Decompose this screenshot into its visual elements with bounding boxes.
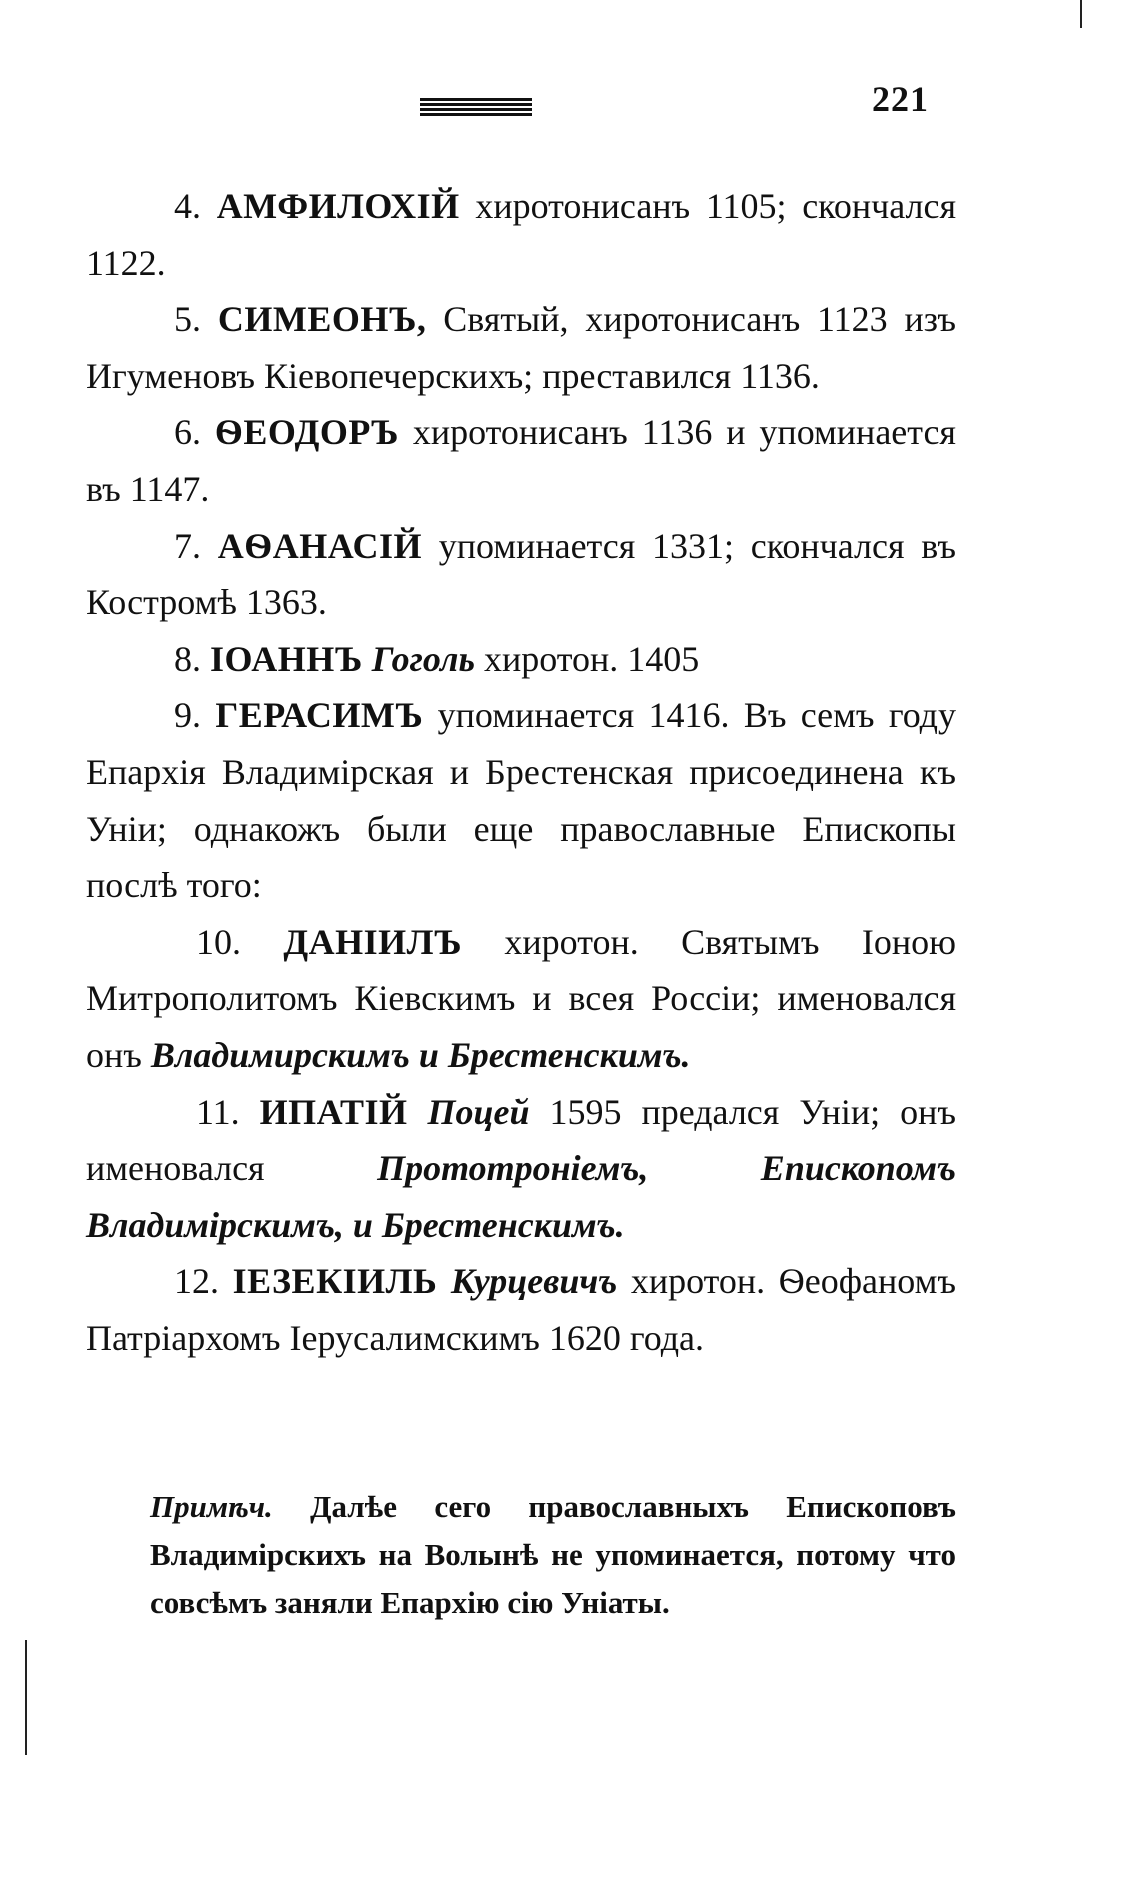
entry-text: хиротон. Святымъ Іоною Митрополитомъ Кіевскимъ и всея Россіи; именовался онъ [86,921,957,1075]
entry-number: 7. [174,525,201,566]
entry-number: 12. [174,1261,219,1302]
entry-text: хиротонисанъ 1136 и упоминается въ 1147. [86,412,956,509]
entry-name: ІОАННЪ [210,638,363,679]
entry-number: 6. [174,412,201,453]
entry-8 [86,631,956,688]
entry-number: 8. [174,638,201,679]
entry-number: 10. [196,921,241,962]
footnote [150,1483,956,1627]
entry-italic-name: Гоголь [362,638,475,679]
entry-name: АМФИЛОХІЙ [216,186,460,226]
entry-number: 9. [174,695,201,736]
entry-italic-name: Курцевичъ [437,1261,618,1302]
entry-text: 1595 предался Уніи; онъ именовался [86,1091,957,1189]
entry-italic-tail: Прототроніемъ, Епископомъ Владимірскимъ, и Брестенскимъ. [86,1148,956,1245]
entry-number: 4. [174,186,201,226]
entry-number: 5. [174,299,201,340]
footnote-text: Далѣе сего православныхъ Епископовъ Владимірскихъ на Волынѣ не упоминается, потому что совсѣмъ заняли Епархію сію Уніаты. [150,1489,956,1620]
entry-text: упоминается 1331; скончался въ Костромѣ 1363. [86,525,957,623]
entry-text: упоминается 1416. Въ семъ году Епархія Владимірская и Брестенская присоединена къ Уніи; однакожъ были еще православные Епископы послѣ того: [86,695,956,906]
entry-text: хиротон. 1405 [474,638,700,679]
header-ornament-rule [420,98,532,116]
entry-9 [86,687,956,913]
entry-italic-tail: Владимирскимъ и Брестенскимъ. [150,1034,691,1075]
entry-name: ІЕЗЕКІИЛЬ [232,1261,438,1302]
entry-5 [86,291,956,404]
entry-name: ѲЕОДОРЪ [214,412,399,453]
entry-text: Святый, хиротонисанъ 1123 изъ Игуменовъ Кіевопечерскихъ; преставился 1136. [86,299,957,396]
entry-6 [86,404,956,517]
entry-12 [86,1253,956,1366]
entry-text: хиротон. Ѳеофаномъ Патріархомъ Іерусалимскимъ 1620 года. [86,1261,957,1358]
entry-4 [86,178,956,291]
page-number: 221 [872,79,929,119]
entry-11 [86,1084,956,1254]
entry-name: ИПАТІЙ [259,1091,408,1132]
bishops-list [86,178,956,1366]
entry-number: 11. [196,1091,240,1132]
entry-name: ДАНІИЛЪ [283,921,463,962]
entry-name: ГЕРАСИМЪ [215,695,424,736]
entry-text: хиротонисанъ 1105; скончался 1122. [86,186,956,283]
entry-name: СИМЕОНЪ, [217,299,427,340]
entry-10 [86,914,956,1084]
scan-edge-mark [25,1640,27,1755]
entry-italic-name: Поцей [407,1091,530,1132]
entry-7 [86,518,956,631]
entry-name: АѲАНАСІЙ [217,525,422,566]
scan-edge-mark [1080,0,1082,28]
footnote-label: Примѣч. [150,1489,273,1524]
